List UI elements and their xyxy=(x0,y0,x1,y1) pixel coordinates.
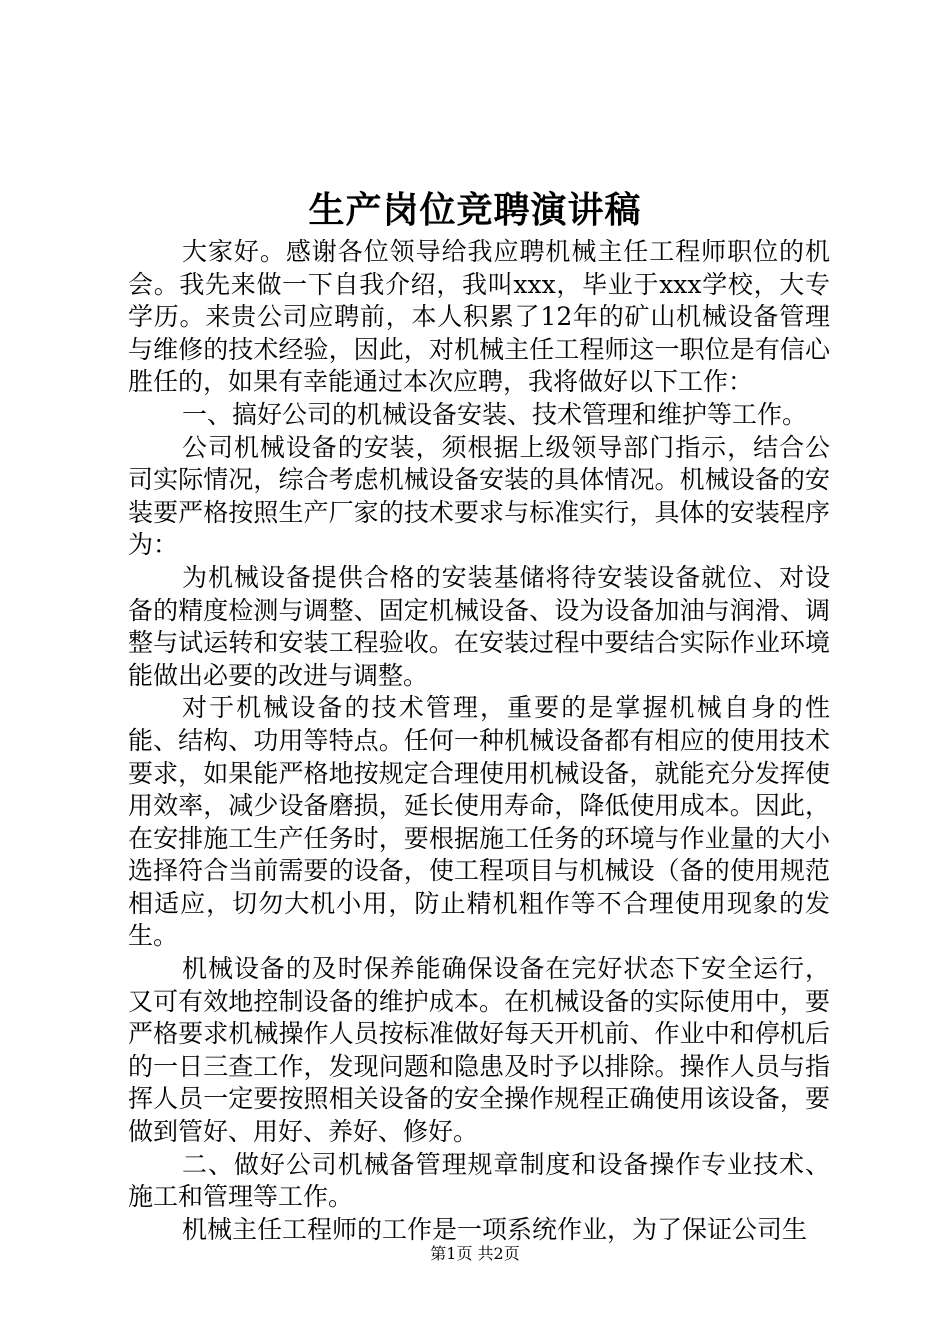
paragraph-maintenance: 机械设备的及时保养能确保设备在完好状态下安全运行，又可有效地控制设备的维护成本。在机械设备的实际使用中，要严格要求机械操作人员按标准做好每天开机前、作业中和停机后的一日三查工作，发现问题和隐患及时予以排除。操作人员与指挥人员一定要按照相关设备的安全操作规程正确使用该设备，要做到管好、用好、养好、修好。 xyxy=(128,954,830,1147)
section-heading-one: 一、搞好公司的机械设备安装、技术管理和维护等工作。 xyxy=(182,399,808,429)
paragraph-technical-management: 对于机械设备的技术管理，重要的是掌握机械自身的性能、结构、功用等特点。任何一种机械设备都有相应的使用技术要求，如果能严格地按规定合理使用机械设备，就能充分发挥使用效率，减少设备磨损，延长使用寿命，降低使用成本。因此，在安排施工生产任务时，要根据施工任务的环境与作业量的大小选择符合当前需要的设备，使工程项目与机械设（备的使用规范相适应，切勿大机小用，防止精机粗作等不合理使用现象的发生。 xyxy=(128,693,830,951)
page-number-footer: 第1页 共2页 xyxy=(430,1244,520,1263)
paragraph-system-work: 机械主任工程师的工作是一项系统作业，为了保证公司生 xyxy=(182,1214,808,1244)
paragraph-intro: 大家好。感谢各位领导给我应聘机械主任工程师职位的机会。我先来做一下自我介绍，我叫xxx，毕业于xxx学校，大专学历。来贵公司应聘前，本人积累了12年的矿山机械设备管理与维修的技术经验，因此，对机械主任工程师这一职位是有信心胜任的，如果有幸能通过本次应聘，我将做好以下工作： xyxy=(128,237,830,397)
document-body xyxy=(128,236,830,1246)
paragraph-installation: 公司机械设备的安装，须根据上级领导部门指示，结合公司实际情况，综合考虑机械设备安装的具体情况。机械设备的安装要严格按照生产厂家的技术要求与标准实行，具体的安装程序为： xyxy=(128,432,830,560)
paragraph-installation-procedure: 为机械设备提供合格的安装基储将待安装设备就位、对设备的精度检测与调整、固定机械设备、设为设备加油与润滑、调整与试运转和安装工程验收。在安装过程中要结合实际作业环境能做出必要的改进与调整。 xyxy=(128,562,830,690)
section-heading-two: 二、做好公司机械备管理规章制度和设备操作专业技术、施工和管理等工作。 xyxy=(128,1149,830,1212)
document-title: 生产岗位竞聘演讲稿 xyxy=(308,189,642,231)
